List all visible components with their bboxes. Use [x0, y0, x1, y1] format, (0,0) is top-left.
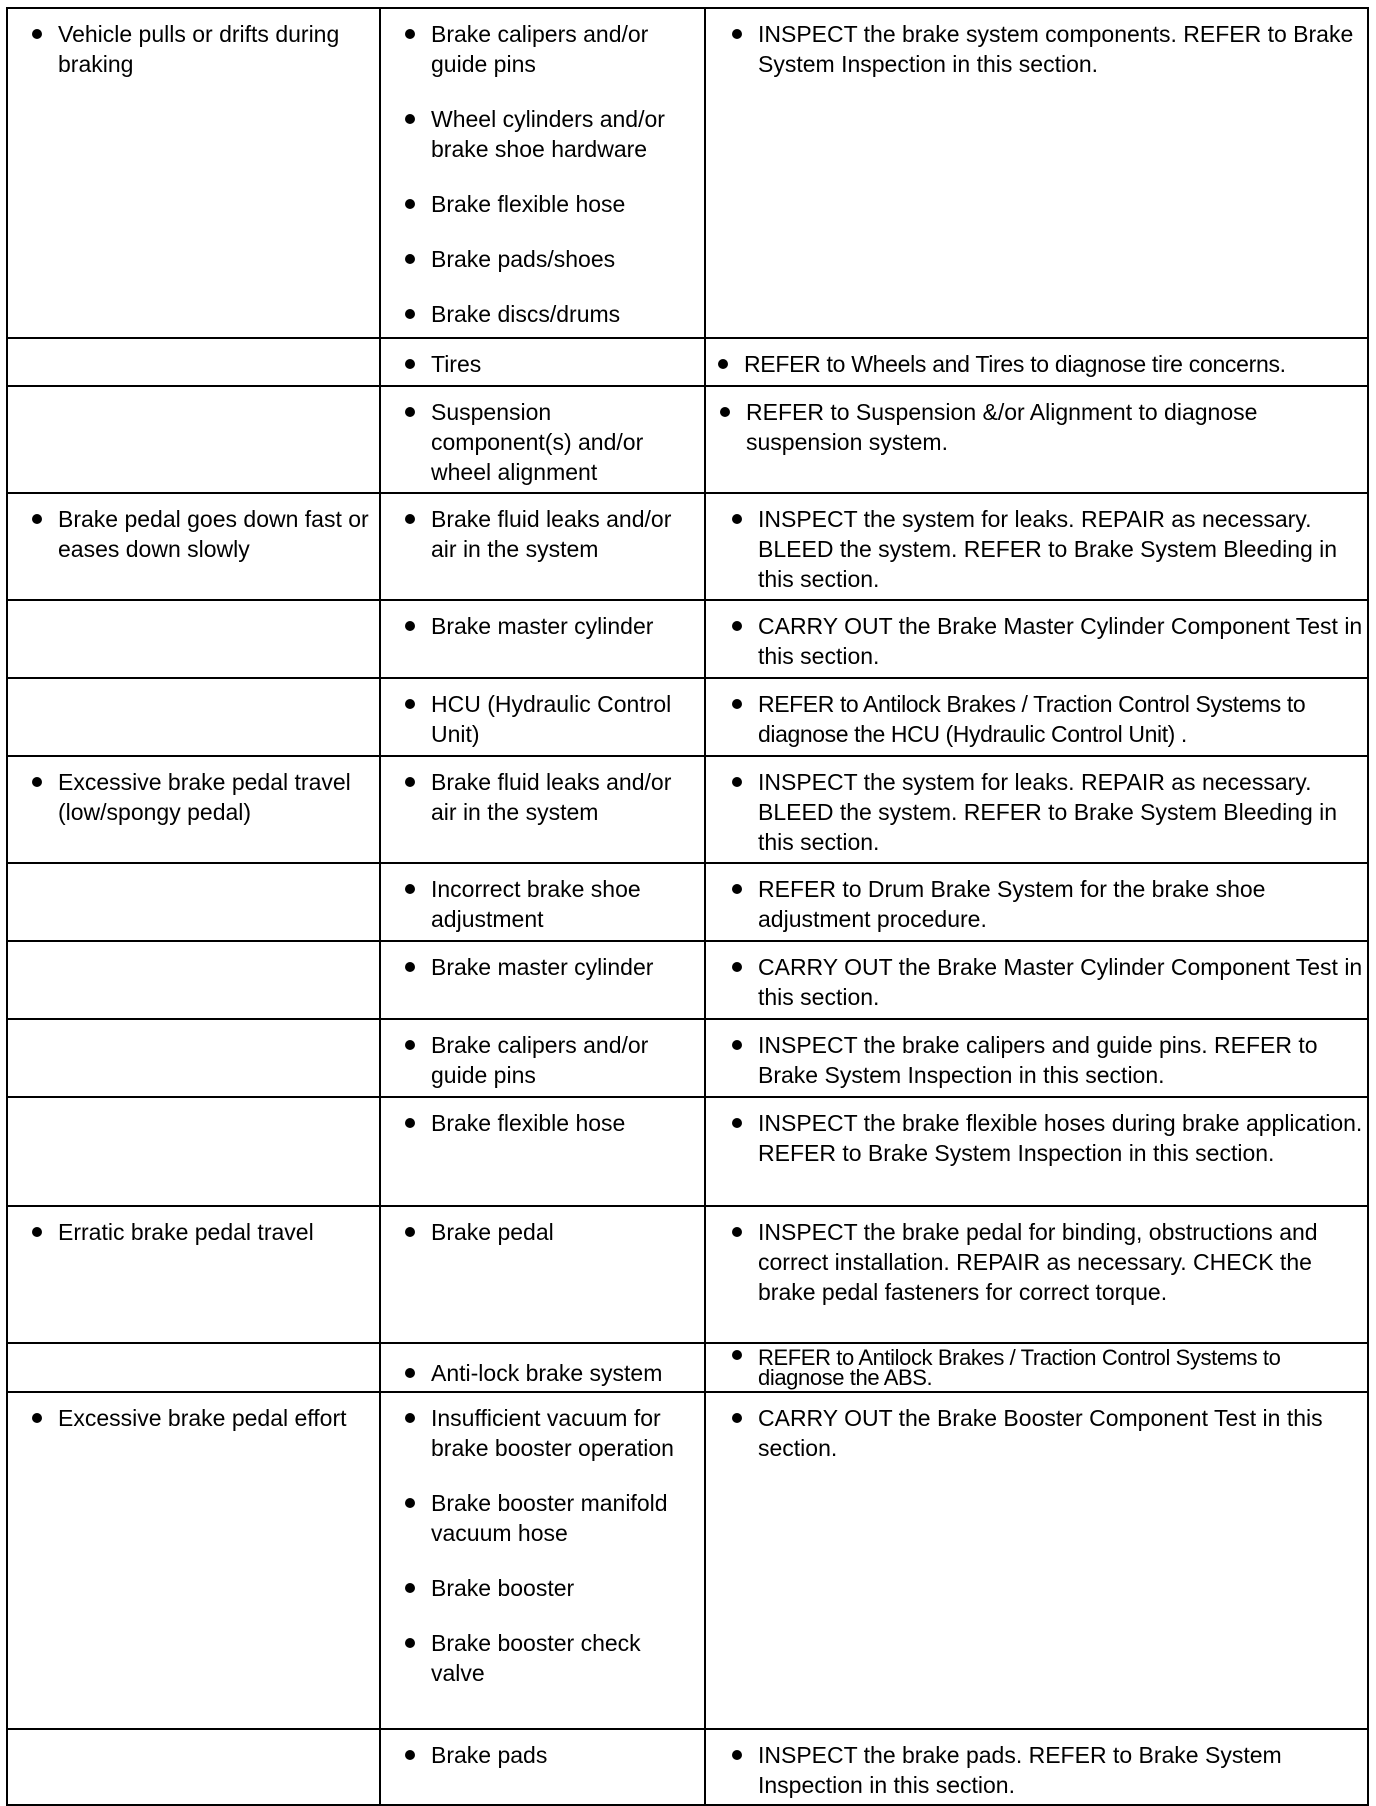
action-text: INSPECT the brake pedal for binding, obstructions and correct installation. REPAIR as necessary. CHECK the brake pedal fasteners for correct torque.: [758, 1219, 1318, 1305]
bullet-icon: [405, 699, 415, 709]
cause-cell: [381, 1020, 706, 1096]
action-text: INSPECT the system for leaks. REPAIR as necessary. BLEED the system. REFER to Brake System Bleeding in this section.: [758, 506, 1338, 592]
bullet-icon: [405, 777, 415, 787]
action-cell: [706, 9, 1367, 337]
symptom-cell: [8, 942, 381, 1018]
symptom-cell: [8, 1020, 381, 1096]
bullet-icon: [32, 1227, 42, 1237]
cause-cell: [381, 942, 706, 1018]
bullet-icon: [732, 962, 742, 972]
cause-text: Suspension component(s) and/or wheel alignment: [431, 399, 644, 485]
cause-text: Brake fluid leaks and/or air in the system: [431, 506, 672, 562]
action-cell: [706, 1730, 1367, 1804]
bullet-icon: [405, 884, 415, 894]
symptom-cell: [8, 864, 381, 940]
action-text: REFER to Antilock Brakes / Traction Control Systems to diagnose the ABS.: [758, 1345, 1281, 1390]
cause-cell: [381, 1207, 706, 1342]
cause-text: Brake pads/shoes: [431, 246, 616, 272]
symptom-cell: [8, 1207, 381, 1342]
symptom-text: Brake pedal goes down fast or eases down slowly: [58, 506, 369, 562]
cause-text: Brake flexible hose: [431, 1110, 626, 1136]
action-cell: [706, 1098, 1367, 1205]
bullet-icon: [732, 777, 742, 787]
table-row: [8, 862, 1367, 940]
bullet-icon: [405, 1413, 415, 1423]
bullet-icon: [405, 359, 415, 369]
bullet-icon: [405, 1040, 415, 1050]
cause-cell: [381, 9, 706, 337]
action-cell: [706, 601, 1367, 677]
bullet-icon: [732, 1350, 742, 1360]
cause-cell: [381, 1730, 706, 1804]
bullet-icon: [732, 1227, 742, 1237]
cause-text: Brake calipers and/or guide pins: [431, 21, 649, 77]
cause-text: Brake master cylinder: [431, 954, 654, 980]
cause-text: Brake pads: [431, 1742, 548, 1768]
symptom-text: Vehicle pulls or drifts during braking: [58, 21, 340, 77]
cause-cell: [381, 864, 706, 940]
bullet-icon: [405, 1368, 415, 1378]
bullet-icon: [405, 1750, 415, 1760]
action-cell: [706, 339, 1367, 385]
table-row: [8, 1205, 1367, 1342]
bullet-icon: [405, 621, 415, 631]
table-row: [8, 1728, 1367, 1804]
action-cell: [706, 757, 1367, 862]
action-cell: [706, 494, 1367, 599]
bullet-icon: [732, 514, 742, 524]
table-row: [8, 1391, 1367, 1728]
action-cell: [706, 679, 1367, 755]
cause-text: Tires: [431, 351, 482, 377]
table-row: [8, 492, 1367, 599]
symptom-cell: [8, 339, 381, 385]
cause-cell: [381, 1393, 706, 1728]
cause-text: Brake booster: [431, 1575, 575, 1601]
symptom-text: Excessive brake pedal effort: [58, 1405, 347, 1431]
action-cell: [706, 942, 1367, 1018]
table-row: [8, 385, 1367, 492]
bullet-icon: [732, 1750, 742, 1760]
bullet-icon: [732, 29, 742, 39]
table-row: [8, 677, 1367, 755]
cause-cell: [381, 757, 706, 862]
action-cell: [706, 864, 1367, 940]
action-text: INSPECT the brake calipers and guide pins. REFER to Brake System Inspection in this section.: [758, 1032, 1318, 1088]
cause-text: Brake pedal: [431, 1219, 554, 1245]
bullet-icon: [32, 29, 42, 39]
bullet-icon: [32, 1413, 42, 1423]
bullet-icon: [32, 514, 42, 524]
table-row: [8, 1342, 1367, 1391]
bullet-icon: [405, 114, 415, 124]
bullet-icon: [405, 29, 415, 39]
bullet-icon: [405, 962, 415, 972]
bullet-icon: [405, 199, 415, 209]
diagnosis-table: [6, 7, 1369, 1806]
symptom-cell: [8, 9, 381, 337]
bullet-icon: [405, 1118, 415, 1128]
bullet-icon: [405, 1638, 415, 1648]
cause-cell: [381, 1344, 706, 1391]
cause-cell: [381, 601, 706, 677]
symptom-text: Erratic brake pedal travel: [58, 1219, 314, 1245]
cause-text: Brake flexible hose: [431, 191, 626, 217]
symptom-cell: [8, 757, 381, 862]
symptom-cell: [8, 679, 381, 755]
table-row: [8, 940, 1367, 1018]
cause-text: Wheel cylinders and/or brake shoe hardware: [431, 106, 665, 162]
symptom-cell: [8, 1393, 381, 1728]
cause-cell: [381, 387, 706, 492]
bullet-icon: [732, 1040, 742, 1050]
action-cell: [706, 1020, 1367, 1096]
cause-text: Insufficient vacuum for brake booster operation: [431, 1405, 674, 1461]
action-text: INSPECT the system for leaks. REPAIR as necessary. BLEED the system. REFER to Brake System Bleeding in this section.: [758, 769, 1338, 855]
table-row: [8, 9, 1367, 337]
cause-text: Brake master cylinder: [431, 613, 654, 639]
cause-text: Brake calipers and/or guide pins: [431, 1032, 649, 1088]
symptom-cell: [8, 1098, 381, 1205]
table-row: [8, 755, 1367, 862]
cause-cell: [381, 494, 706, 599]
bullet-icon: [732, 884, 742, 894]
action-text: CARRY OUT the Brake Master Cylinder Component Test in this section.: [758, 613, 1363, 669]
action-cell: [706, 1344, 1367, 1391]
cause-cell: [381, 679, 706, 755]
action-text: CARRY OUT the Brake Master Cylinder Component Test in this section.: [758, 954, 1363, 1010]
bullet-icon: [405, 309, 415, 319]
symptom-cell: [8, 494, 381, 599]
cause-text: Incorrect brake shoe adjustment: [431, 876, 641, 932]
bullet-icon: [718, 359, 728, 369]
action-text: INSPECT the brake pads. REFER to Brake System Inspection in this section.: [758, 1742, 1282, 1798]
symptom-cell: [8, 601, 381, 677]
cause-text: Anti-lock brake system: [431, 1360, 663, 1386]
symptom-text: Excessive brake pedal travel (low/spongy pedal): [58, 769, 351, 825]
action-cell: [706, 387, 1367, 492]
action-text: CARRY OUT the Brake Booster Component Test in this section.: [758, 1405, 1323, 1461]
bullet-icon: [32, 777, 42, 787]
table-row: [8, 337, 1367, 385]
bullet-icon: [405, 1583, 415, 1593]
cause-text: Brake discs/drums: [431, 301, 621, 327]
cause-text: Brake booster check valve: [431, 1630, 641, 1686]
action-text: REFER to Suspension &/or Alignment to diagnose suspension system.: [746, 399, 1258, 455]
bullet-icon: [732, 621, 742, 631]
cause-cell: [381, 339, 706, 385]
bullet-icon: [405, 254, 415, 264]
bullet-icon: [732, 1118, 742, 1128]
action-cell: [706, 1207, 1367, 1342]
table-row: [8, 599, 1367, 677]
bullet-icon: [720, 407, 730, 417]
action-text: REFER to Wheels and Tires to diagnose tire concerns.: [744, 351, 1286, 377]
bullet-icon: [405, 514, 415, 524]
bullet-icon: [732, 699, 742, 709]
table-row: [8, 1018, 1367, 1096]
cause-text: Brake booster manifold vacuum hose: [431, 1490, 668, 1546]
action-text: INSPECT the brake system components. REFER to Brake System Inspection in this section.: [758, 21, 1354, 77]
action-text: REFER to Drum Brake System for the brake shoe adjustment procedure.: [758, 876, 1266, 932]
cause-cell: [381, 1098, 706, 1205]
bullet-icon: [405, 1498, 415, 1508]
symptom-cell: [8, 1730, 381, 1804]
symptom-cell: [8, 387, 381, 492]
cause-text: HCU (Hydraulic Control Unit): [431, 691, 672, 747]
bullet-icon: [732, 1413, 742, 1423]
action-text: REFER to Antilock Brakes / Traction Control Systems to diagnose the HCU (Hydraulic Control Unit) .: [758, 691, 1306, 747]
action-cell: [706, 1393, 1367, 1728]
cause-text: Brake fluid leaks and/or air in the system: [431, 769, 672, 825]
symptom-cell: [8, 1344, 381, 1391]
table-row: [8, 1096, 1367, 1205]
bullet-icon: [405, 407, 415, 417]
bullet-icon: [405, 1227, 415, 1237]
action-text: INSPECT the brake flexible hoses during brake application. REFER to Brake System Inspection in this section.: [758, 1110, 1363, 1166]
